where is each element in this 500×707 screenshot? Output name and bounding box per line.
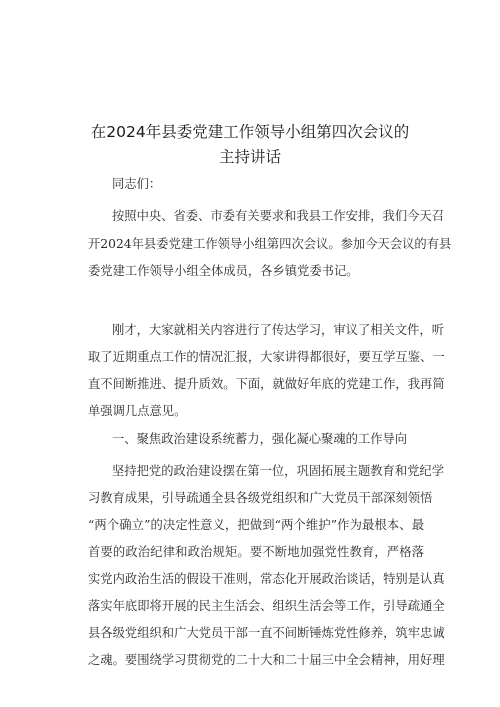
paragraph-2-line-1: 刚才，大家就相关内容进行了传达学习，审议了相关文件，听: [112, 323, 445, 337]
paragraph-3-line-4: 首要的政治纪律和政治规矩。要不断地加强党性教育，严格落: [88, 545, 424, 559]
paragraph-3-line-8: 之魂。要围绕学习贯彻党的二十大和二十届三中全会精神，用好理: [88, 653, 445, 667]
document-title-line-2: 主持讲话: [218, 148, 281, 166]
paragraph-3-line-6: 落实年底即将开展的民主生活会、组织生活会等工作，引导疏通全: [88, 599, 445, 613]
section-heading-1: 一、聚焦政治建设系统蓄力，强化凝心聚魂的工作导向: [112, 432, 408, 446]
document-title-line-1: 在2024年县委党建工作领导小组第四次会议的: [90, 123, 410, 141]
paragraph-3-line-3: “两个确立”的决定性意义，把做到“两个维护”作为最根本、最: [88, 518, 424, 532]
paragraph-2-line-4: 单强调几点意见。: [88, 404, 187, 418]
paragraph-3-line-5: 实党内政治生活的假设干准则，常态化开展政治谈话，特别是认真: [88, 572, 445, 586]
paragraph-1-line-3: 委党建工作领导小组全体成员，各乡镇党委书记。: [88, 264, 359, 278]
paragraph-3-line-1: 坚持把党的政治建设摆在第一位，巩固拓展主题教育和党纪学: [112, 464, 445, 478]
paragraph-1-line-2: 开2024年县委党建工作领导小组第四次会议。参加今天会议的有县: [88, 237, 452, 251]
salutation: 同志们：: [112, 177, 162, 191]
paragraph-3-line-2: 习教育成果，引导疏通全县各级党组织和广大党员干部深刻领悟: [88, 491, 433, 505]
paragraph-2-line-2: 取了近期重点工作的情况汇报，大家讲得都很好，要互学互鉴、一: [88, 350, 445, 364]
paragraph-3-line-7: 县各级党组织和广大党员干部一直不间断锤炼党性修养，筑牢忠诚: [88, 626, 445, 640]
paragraph-2-line-3: 直不间断推进、提升质效。下面，就做好年底的党建工作，我再简: [88, 377, 445, 391]
paragraph-1-line-1: 按照中央、省委、市委有关要求和我县工作安排，我们今天召: [112, 209, 445, 223]
